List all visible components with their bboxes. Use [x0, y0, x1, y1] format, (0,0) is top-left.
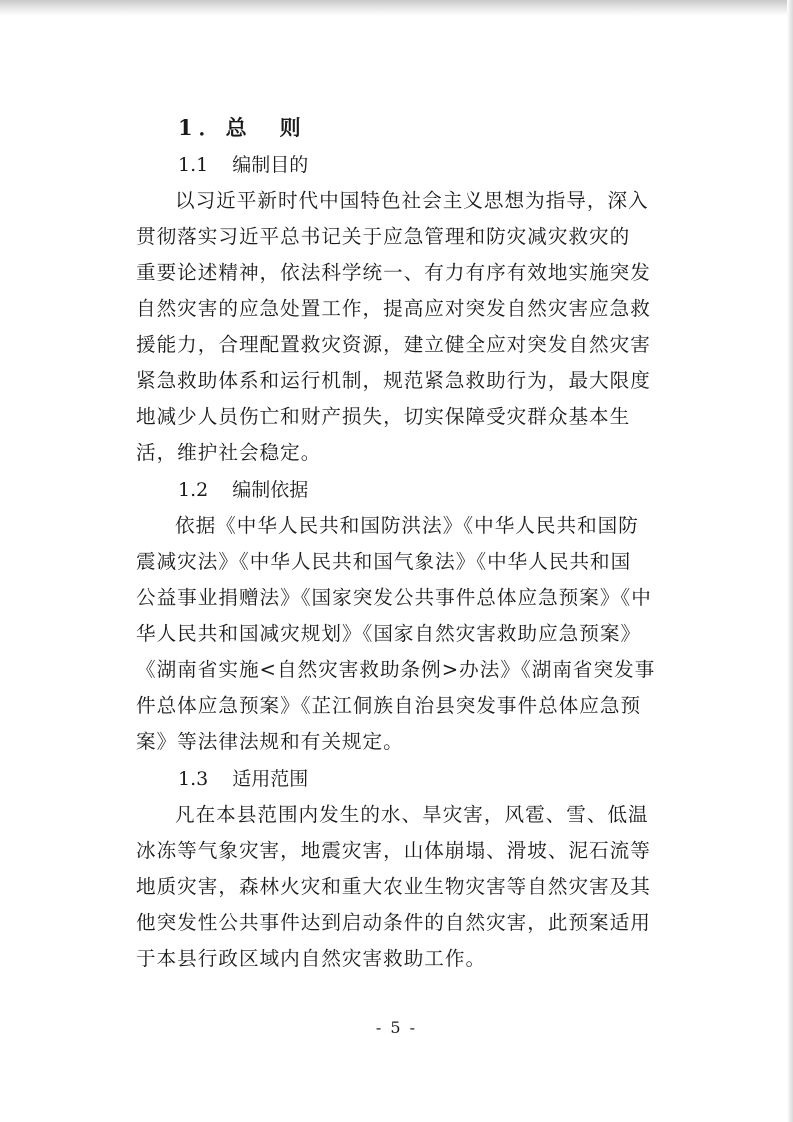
document-page	[136, 110, 696, 977]
scan-edge-right	[787, 0, 793, 1122]
paragraph-line: 重要论述精神，依法科学统一、有力有序有效地实施突发	[136, 261, 651, 284]
paragraph-line: 以习近平新时代中国特色社会主义思想为指导，深入	[175, 189, 649, 212]
paragraph-line: 华人民共和国减灾规划》《国家自然灾害救助应急预案》	[136, 622, 642, 645]
paragraph-line: 地减少人员伤亡和财产损失，切实保障受灾群众基本生	[136, 405, 631, 428]
section-number: 1.3	[178, 768, 209, 790]
section-title: 编制依据	[232, 479, 309, 501]
section-number: 1.1	[178, 154, 209, 176]
section-number: 1.2	[178, 479, 209, 501]
paragraph-line: 《湖南省实施<自然灾害救助条例>办法》《湖南省突发事	[136, 658, 656, 681]
paragraph-line: 于本县行政区域内自然灾害救助工作。	[136, 947, 487, 970]
chapter-heading: 1．总 则	[178, 115, 307, 140]
paragraph-line: 件总体应急预案》《芷江侗族自治县突发事件总体应急预	[136, 694, 642, 717]
paragraph-line: 依据《中华人民共和国防洪法》《中华人民共和国防	[175, 514, 639, 537]
paragraph-line: 震减灾法》《中华人民共和国气象法》《中华人民共和国	[136, 550, 632, 573]
page-number: - 5 -	[375, 1018, 418, 1037]
section-heading-1-3	[136, 761, 696, 797]
paragraph-line: 案》等法律法规和有关规定。	[136, 730, 404, 753]
paragraph-line: 自然灾害的应急处置工作，提高应对突发自然灾害应急救	[136, 297, 651, 320]
section-heading-1-2	[136, 472, 696, 508]
paragraph-line: 援能力，合理配置救灾资源，建立健全应对突发自然灾害	[136, 333, 651, 356]
paragraph-line: 公益事业捐赠法》《国家突发公共事件总体应急预案》《中	[136, 586, 652, 609]
section-title: 适用范围	[232, 768, 309, 790]
paragraph-line: 冰冻等气象灾害，地震灾害，山体崩塌、滑坡、泥石流等	[136, 839, 651, 862]
section-title: 编制目的	[232, 154, 309, 176]
section-heading-1-1	[136, 147, 696, 183]
scan-edge-top	[0, 0, 793, 16]
paragraph-line: 贯彻落实习近平总书记关于应急管理和防灾减灾救灾的	[136, 225, 631, 248]
paragraph-line: 凡在本县范围内发生的水、旱灾害，风雹、雪、低温	[175, 803, 649, 826]
paragraph-line: 地质灾害，森林火灾和重大农业生物灾害等自然灾害及其	[136, 875, 651, 898]
paragraph-line: 他突发性公共事件达到启动条件的自然灾害，此预案适用	[136, 911, 651, 934]
paragraph-line: 紧急救助体系和运行机制，规范紧急救助行为，最大限度	[136, 369, 651, 392]
paragraph-line: 活，维护社会稳定。	[136, 441, 322, 464]
